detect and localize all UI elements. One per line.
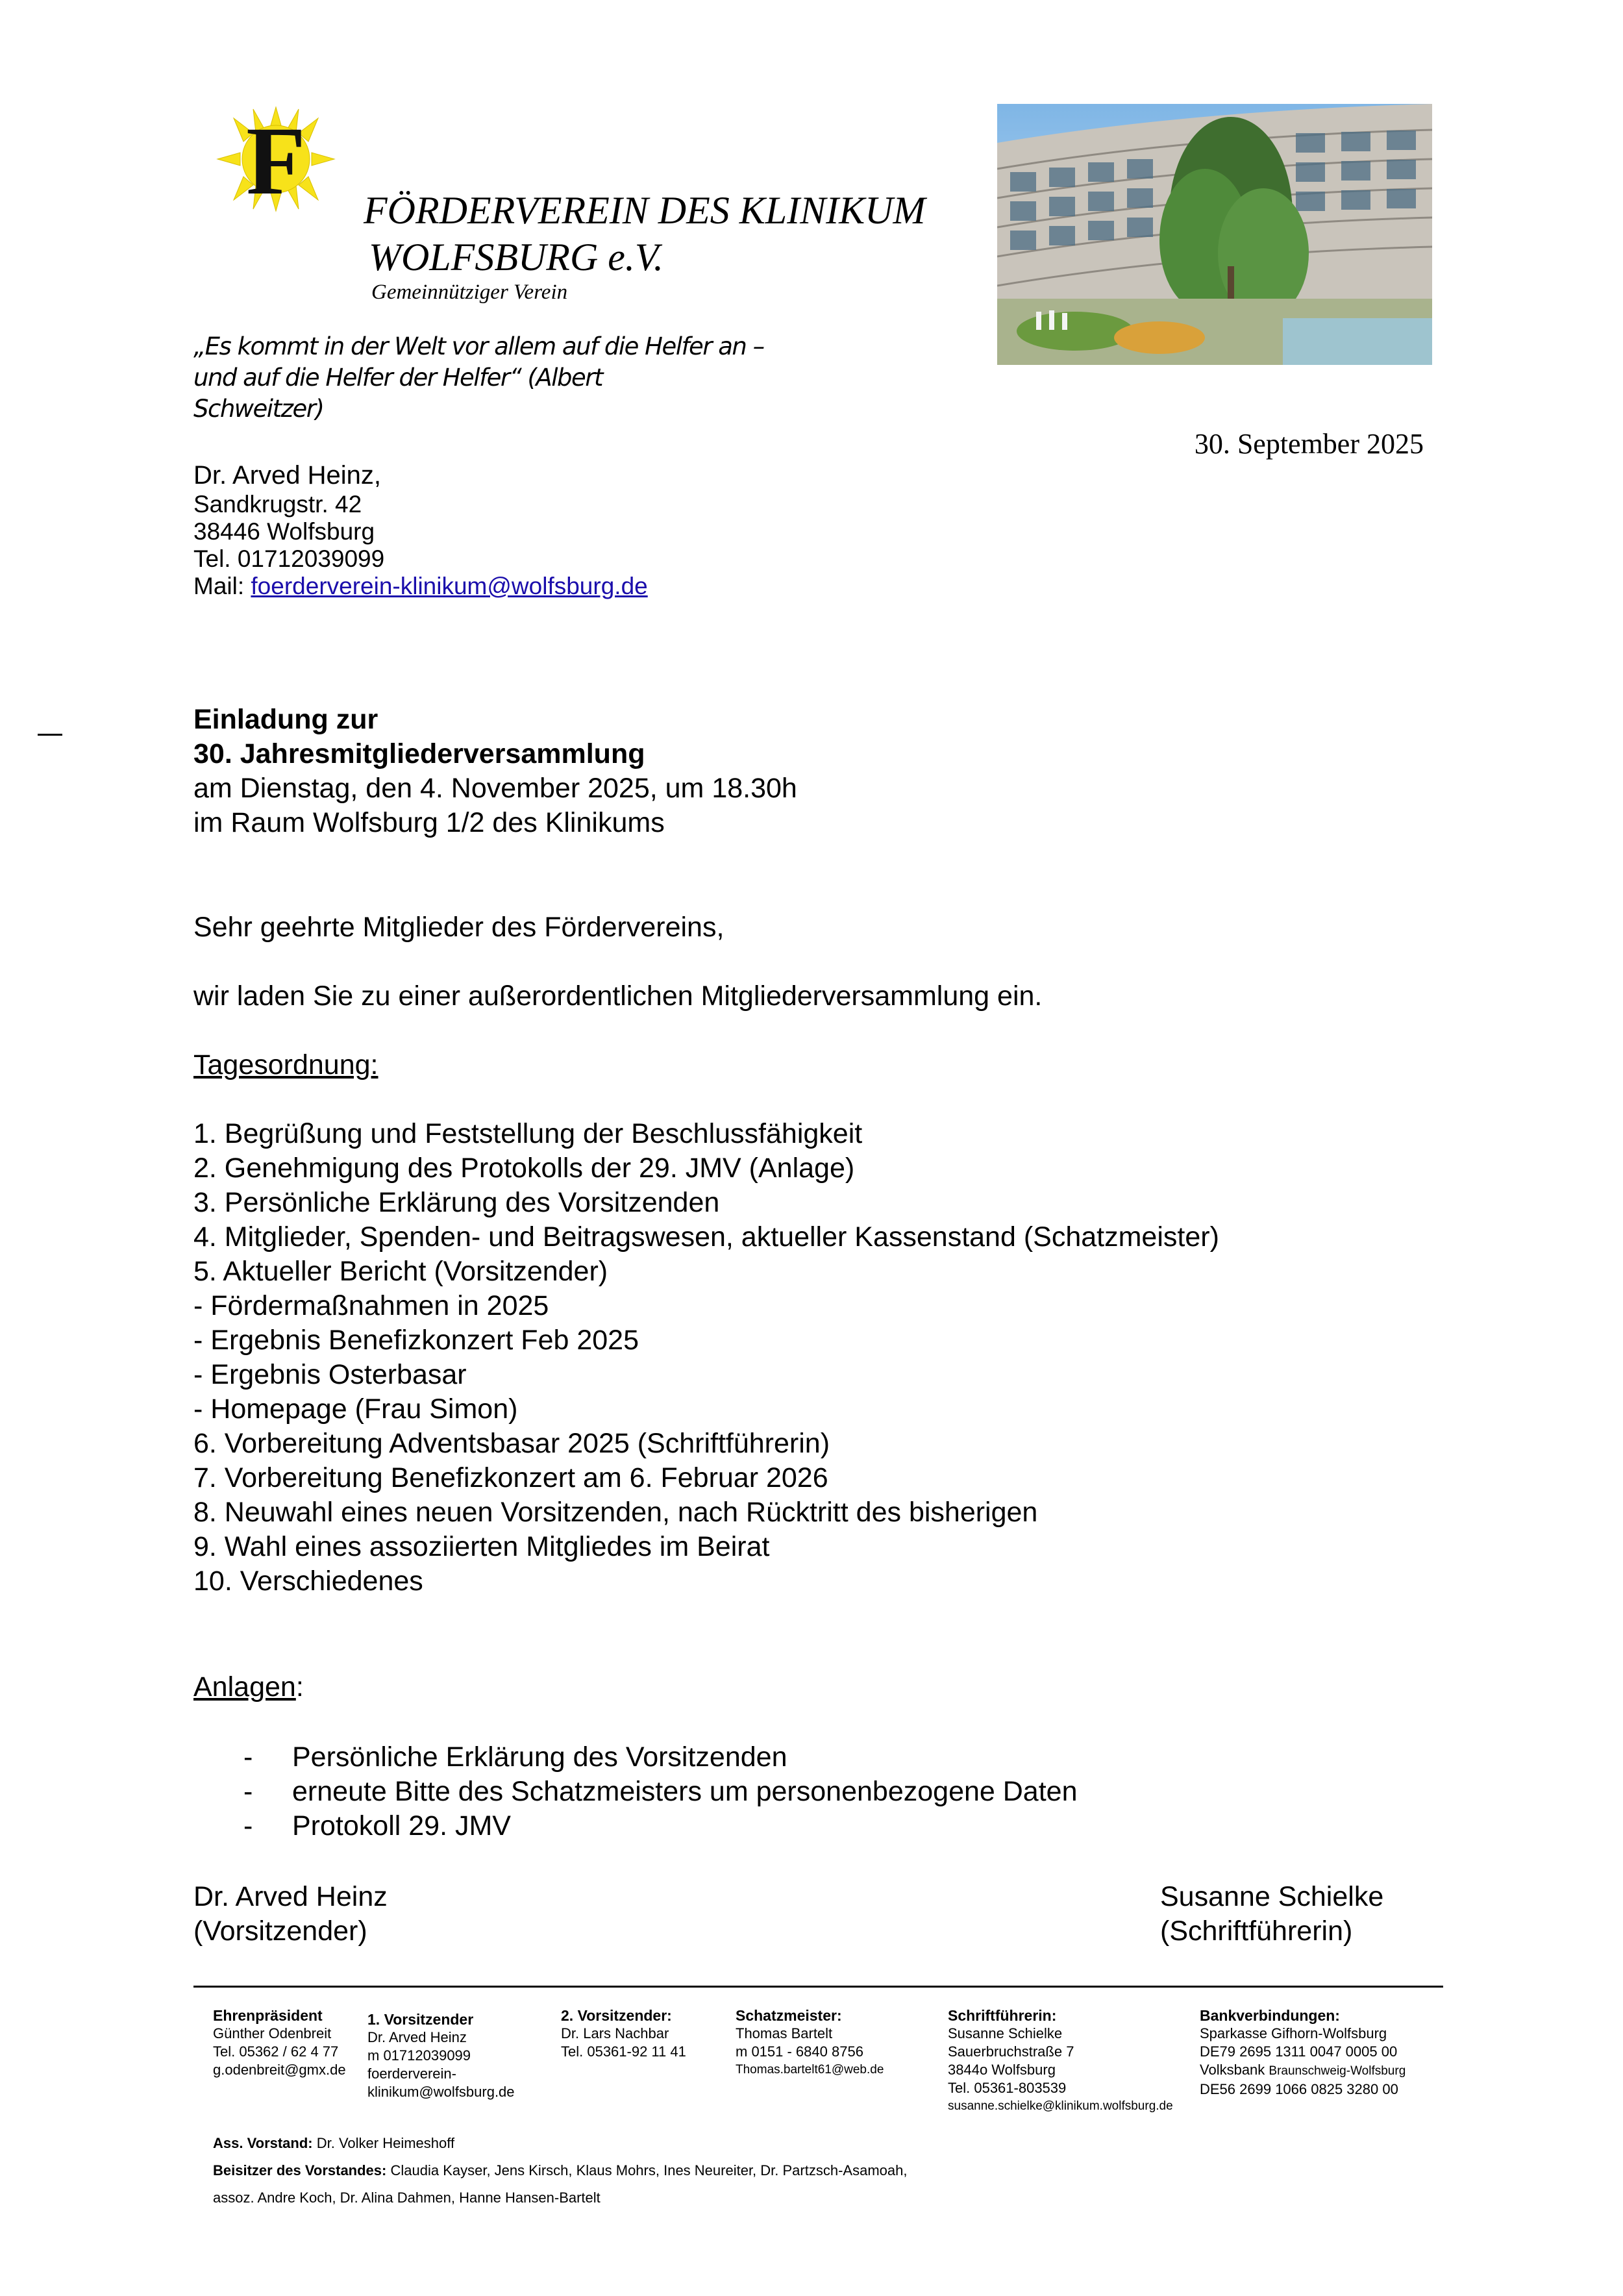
agenda-item: - Homepage (Frau Simon)	[193, 1393, 518, 1425]
letter-date: 30. September 2025	[1194, 428, 1424, 460]
footer-line: Dr. Arved Heinz	[367, 2029, 467, 2045]
org-name-line1: FÖRDERVEREIN DES KLINIKUM	[364, 189, 926, 232]
footer-line: m 01712039099	[367, 2047, 471, 2064]
quote	[193, 331, 765, 425]
agenda-item: 2. Genehmigung des Protokolls der 29. JMV (Anlage)	[193, 1153, 855, 1184]
footer-col-schatzmeister	[736, 2006, 884, 2079]
sender-name: Dr. Arved Heinz,	[193, 461, 382, 490]
agenda-item: 1. Begrüßung und Feststellung der Beschlussfähigkeit	[193, 1118, 863, 1149]
hospital-photo	[997, 104, 1432, 365]
sender-city: 38446 Wolfsburg	[193, 518, 375, 545]
invitation-title: Einladung zur	[193, 704, 378, 735]
agenda-item: - Ergebnis Benefizkonzert Feb 2025	[193, 1325, 639, 1356]
agenda-item: 7. Vorbereitung Benefizkonzert am 6. Februar 2026	[193, 1462, 828, 1493]
footer-col-title: Ehrenpräsident	[213, 2007, 323, 2024]
signature-right-name: Susanne Schielke	[1160, 1881, 1384, 1912]
agenda-item: 5. Aktueller Bericht (Vorsitzender)	[193, 1256, 608, 1287]
attachments-title-colon: :	[295, 1671, 304, 1703]
footer-col-title: 1. Vorsitzender	[367, 2011, 474, 2028]
agenda-item: - Ergebnis Osterbasar	[193, 1359, 467, 1390]
signature-left	[193, 1880, 388, 1949]
footer-ass-vorstand	[213, 2135, 454, 2152]
attachment-bullet: -	[243, 1776, 253, 1807]
org-subtitle: Gemeinnütziger Verein	[371, 281, 568, 304]
footer-line	[1200, 2061, 1406, 2080]
footer-line: Tel. 05361-803539	[948, 2080, 1067, 2096]
agenda-item: 10. Verschiedenes	[193, 1566, 423, 1597]
footer-beisitzer-label: Beisitzer des Vorstandes:	[213, 2162, 387, 2178]
footer-line: Thomas Bartelt	[736, 2025, 833, 2041]
footer-col-vorsitzender2	[561, 2006, 686, 2061]
quote-line: und auf die Helfer der Helfer“ (Albert	[193, 364, 602, 392]
attachments-list	[243, 1740, 1078, 1843]
invitation-datetime: am Dienstag, den 4. November 2025, um 18.30h	[193, 773, 797, 804]
agenda-item: 3. Persönliche Erklärung des Vorsitzenden	[193, 1187, 720, 1218]
attachment-item	[243, 1775, 1078, 1809]
footer-line: Sparkasse Gifhorn-Wolfsburg	[1200, 2025, 1387, 2041]
association-logo	[214, 104, 338, 214]
quote-line: Schweitzer)	[193, 395, 324, 423]
sender-mail-label: Mail:	[193, 573, 251, 599]
sender-phone: Tel. 01712039099	[193, 545, 385, 572]
footer-line: Tel. 05362 / 62 4 77	[213, 2043, 339, 2060]
agenda-item: 4. Mitglieder, Spenden- und Beitragswesen, aktueller Kassenstand (Schatzmeister)	[193, 1221, 1219, 1253]
invitation-location: im Raum Wolfsburg 1/2 des Klinikums	[193, 807, 665, 838]
sender-mail-row	[193, 573, 648, 600]
signature-right	[1160, 1880, 1383, 1949]
footer-divider	[193, 1986, 1443, 1988]
footer-line: Thomas.bartelt61@web.de	[736, 2063, 884, 2077]
quote-line: „Es kommt in der Welt vor allem auf die Helfer an –	[193, 332, 764, 360]
attachments-title	[193, 1670, 304, 1704]
footer-col-title: Schriftführerin:	[948, 2007, 1057, 2024]
footer-line: DE56 2699 1066 0825 3280 00	[1200, 2081, 1398, 2097]
footer-line: Dr. Lars Nachbar	[561, 2025, 669, 2041]
agenda-item: 9. Wahl eines assoziierten Mitgliedes im Beirat	[193, 1531, 770, 1562]
footer-beisitzer-line2: assoz. Andre Koch, Dr. Alina Dahmen, Hanne Hansen-Bartelt	[213, 2190, 601, 2206]
footer-col-ehrenpraesident	[213, 2006, 346, 2079]
attachment-text: Persönliche Erklärung des Vorsitzenden	[292, 1741, 787, 1773]
footer-ass-label: Ass. Vorstand:	[213, 2135, 313, 2151]
agenda-list	[193, 1117, 1219, 1599]
logo-letter: F	[246, 107, 306, 214]
footer-col-bank	[1200, 2006, 1406, 2099]
footer-line: DE79 2695 1311 0047 0005 00	[1200, 2043, 1398, 2060]
sender-street: Sandkrugstr. 42	[193, 491, 362, 518]
agenda-item: - Fördermaßnahmen in 2025	[193, 1290, 549, 1321]
footer-beisitzer	[213, 2162, 907, 2179]
footer-line: m 0151 - 6840 8756	[736, 2043, 863, 2060]
attachment-bullet: -	[243, 1810, 253, 1841]
footer-line: Sauerbruchstraße 7	[948, 2043, 1074, 2060]
sun-logo-icon	[214, 104, 338, 214]
attachments-title-text: Anlagen	[193, 1671, 296, 1703]
footer-col-title: Schatzmeister:	[736, 2007, 842, 2024]
footer-line: susanne.schielke@klinikum.wolfsburg.de	[948, 2099, 1173, 2113]
signature-left-name: Dr. Arved Heinz	[193, 1881, 388, 1912]
footer-line: Tel. 05361-92 11 41	[561, 2043, 686, 2060]
invitation-event: 30. Jahresmitgliederversammlung	[193, 738, 645, 769]
agenda-item: 6. Vorbereitung Adventsbasar 2025 (Schriftführerin)	[193, 1428, 830, 1459]
org-name-line2: WOLFSBURG e.V.	[369, 236, 663, 279]
footer-volksbank: Volksbank	[1200, 2062, 1269, 2078]
footer-col-title: 2. Vorsitzender:	[561, 2007, 672, 2024]
agenda-item: 8. Neuwahl eines neuen Vorsitzenden, nach Rücktritt des bisherigen	[193, 1497, 1038, 1528]
footer-line: g.odenbreit@gmx.de	[213, 2062, 346, 2078]
footer-col-vorsitzender	[367, 2010, 515, 2101]
sender-address	[193, 460, 648, 600]
invitation-block	[193, 703, 797, 840]
agenda-title: Tagesordnung:	[193, 1049, 378, 1080]
footer-ass-value: Dr. Volker Heimeshoff	[312, 2135, 455, 2151]
footer-line: 3844o Wolfsburg	[948, 2062, 1056, 2078]
attachment-item	[243, 1740, 1078, 1775]
margin-dash	[38, 734, 62, 736]
attachment-text: erneute Bitte des Schatzmeisters um personenbezogene Daten	[292, 1776, 1078, 1807]
attachment-bullet: -	[243, 1741, 253, 1773]
attachment-text: Protokoll 29. JMV	[292, 1810, 511, 1841]
footer-line: foerderverein-	[367, 2065, 456, 2082]
signature-right-role: (Schriftführerin)	[1160, 1915, 1353, 1947]
footer-line: klinikum@wolfsburg.de	[367, 2084, 515, 2100]
footer-col-schriftfuehrerin	[948, 2006, 1173, 2115]
footer-line: Susanne Schielke	[948, 2025, 1063, 2041]
footer-line: Günther Odenbreit	[213, 2025, 332, 2041]
footer-volksbank-suffix: Braunschweig-Wolfsburg	[1269, 2064, 1406, 2078]
sender-mail-link[interactable]: foerderverein-klinikum@wolfsburg.de	[251, 573, 648, 599]
intro-text: wir laden Sie zu einer außerordentlichen Mitgliederversammlung ein.	[193, 980, 1043, 1012]
attachment-item	[243, 1809, 1078, 1843]
footer-beisitzer-value: Claudia Kayser, Jens Kirsch, Klaus Mohrs, Ines Neureiter, Dr. Partzsch-Asamoah,	[386, 2162, 908, 2178]
signature-left-role: (Vorsitzender)	[193, 1915, 367, 1947]
footer-col-title: Bankverbindungen:	[1200, 2007, 1340, 2024]
salutation: Sehr geehrte Mitglieder des Fördervereins,	[193, 912, 725, 943]
